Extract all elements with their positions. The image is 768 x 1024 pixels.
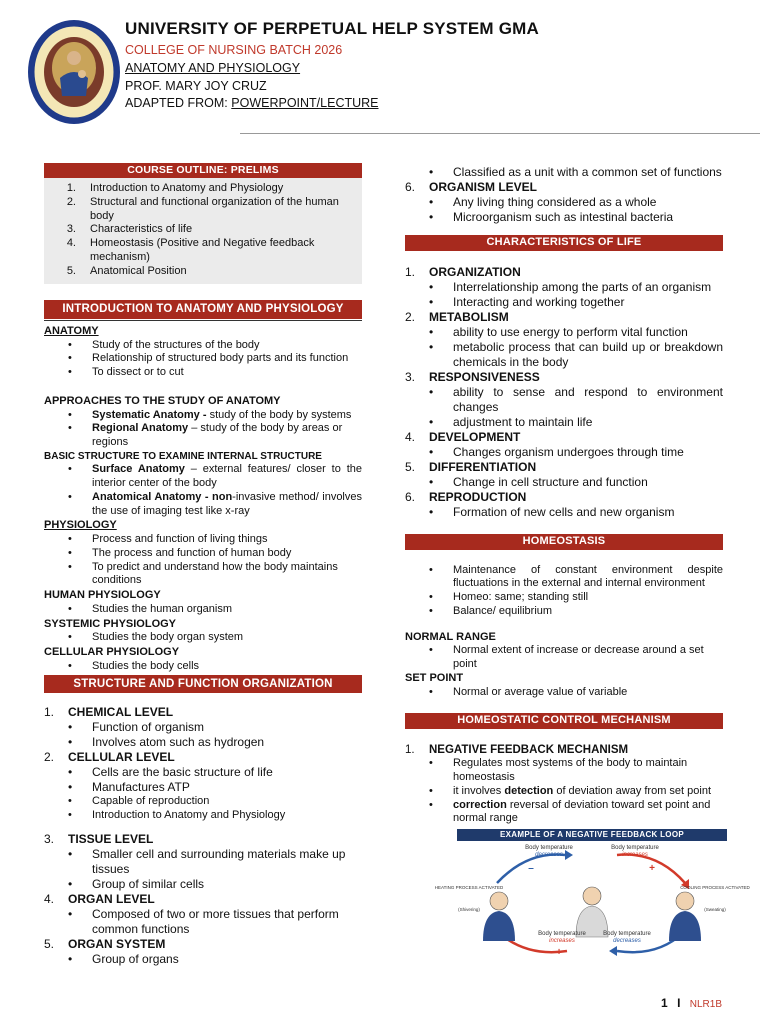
list-item: • Anatomical Anatomy - non-invasive method/ involves the use of imaging test like x-ray <box>44 491 362 519</box>
list-item: • Any living thing considered as a whole <box>405 195 723 210</box>
list-item: • Normal or average value of variable <box>405 686 723 700</box>
normal-range-heading: NORMAL RANGE <box>405 630 496 643</box>
list-item: • it involves detection of deviation away from set point <box>405 785 723 799</box>
outline-title: COURSE OUTLINE: PRELIMS <box>44 163 362 178</box>
minus-sign-icon: – <box>626 947 632 958</box>
college-name: COLLEGE OF NURSING BATCH 2026 <box>125 43 343 58</box>
organization-level: 2. CELLULAR LEVEL <box>44 749 175 764</box>
minus-sign-icon: – <box>528 863 534 874</box>
organization-level: 3. TISSUE LEVEL <box>44 832 154 847</box>
outline-item: 4. Homeostasis (Positive and Negative feedback mechanism) <box>66 237 315 263</box>
list-item: • Function of organism <box>44 720 362 735</box>
shivering-person-icon <box>483 892 515 941</box>
list-item: • The process and function of human body <box>44 547 362 561</box>
cooling-sub-label: (Sweating) <box>704 907 726 912</box>
cellular-physiology-heading: CELLULAR PHYSIOLOGY <box>44 646 180 658</box>
approaches-heading: APPROACHES TO THE STUDY OF ANATOMY <box>44 394 281 407</box>
physiology-heading: PHYSIOLOGY <box>44 519 117 532</box>
list-item: • adjustment to maintain life <box>405 415 723 430</box>
page-header <box>22 12 768 132</box>
footer-separator: I <box>677 996 681 1010</box>
list-item: • Group of organs <box>44 952 362 967</box>
list-item: • Systematic Anatomy - study of the body by systems <box>44 409 362 423</box>
page-footer <box>661 996 722 1012</box>
cooling-label: COOLING PROCESS ACTIVATED <box>680 885 750 890</box>
list-item: • To predict and understand how the body maintains conditions <box>44 561 362 589</box>
list-item: • Studies the body organ system <box>44 631 362 645</box>
subject-name: ANATOMY AND PHYSIOLOGY <box>125 60 301 75</box>
list-item: • Cells are the basic structure of life <box>44 765 362 780</box>
top-right-label: Body temperature <box>611 845 659 851</box>
right-column <box>405 165 723 826</box>
outline-item: 2. Structural and functional organization of the human body <box>66 195 339 222</box>
bottom-left-label: Body temperature <box>538 931 586 937</box>
list-item: • Studies the body cells <box>44 660 362 674</box>
organization-level: 1. CHEMICAL LEVEL <box>44 704 174 719</box>
human-physiology-heading: HUMAN PHYSIOLOGY <box>44 589 161 601</box>
plus-sign-icon: + <box>556 947 562 958</box>
list-item: • To dissect or to cut <box>44 366 362 380</box>
list-item: • Process and function of living things <box>44 533 362 547</box>
list-item: • Introduction to Anatomy and Physiology <box>44 809 362 823</box>
list-item: • Involves atom such as hydrogen <box>44 735 362 750</box>
characteristic-item: 6. REPRODUCTION <box>405 489 527 504</box>
characteristic-item: 3. RESPONSIVENESS <box>405 369 540 384</box>
list-item: • Normal extent of increase or decrease around a set point <box>405 644 723 672</box>
list-item: • Study of the structures of the body <box>44 339 362 353</box>
list-item: • Homeo: same; standing still <box>405 591 723 605</box>
list-item: • Relationship of structured body parts and its function <box>44 352 362 366</box>
homeostasis-title: HOMEOSTASIS <box>405 534 723 550</box>
systemic-physiology-heading: SYSTEMIC PHYSIOLOGY <box>44 617 177 630</box>
list-item: • Capable of reproduction <box>44 795 362 809</box>
organization-level: 4. ORGAN LEVEL <box>44 892 155 907</box>
list-item: • Studies the human organism <box>44 603 362 617</box>
outline-item: 1. Introduction to Anatomy and Physiology <box>66 182 284 195</box>
left-column <box>44 163 362 967</box>
university-seal-logo <box>26 18 122 126</box>
university-name: UNIVERSITY OF PERPETUAL HELP SYSTEM GMA <box>125 19 539 38</box>
intro-title: INTRODUCTION TO ANATOMY AND PHYSIOLOGY <box>44 300 362 318</box>
course-outline <box>44 178 362 284</box>
list-item: • Group of similar cells <box>44 877 362 892</box>
list-item: • metabolic process that can build up or breakdown chemicals in the body <box>405 340 723 370</box>
organization-level: 5. ORGAN SYSTEM <box>44 937 166 952</box>
heating-label: HEATING PROCESS ACTIVATED <box>434 885 504 890</box>
list-item: • Regional Anatomy – study of the body by areas or regions <box>44 422 362 450</box>
list-item: • Maintenance of constant environment despite fluctuations in the external and internal environment <box>405 564 723 592</box>
section-code: NLR1B <box>689 999 722 1010</box>
list-item: • Classified as a unit with a common set of functions <box>405 165 723 180</box>
set-point-heading: SET POINT <box>405 671 464 684</box>
list-item: • ability to sense and respond to environment changes <box>405 385 723 415</box>
list-item: • correction reversal of deviation toward set point and normal range <box>405 799 723 827</box>
list-item: • ability to use energy to perform vital function <box>405 325 723 340</box>
professor-name: PROF. MARY JOY CRUZ <box>125 78 267 93</box>
basic-structure-heading: BASIC STRUCTURE TO EXAMINE INTERNAL STRUCTURE <box>44 450 322 462</box>
sweating-person-icon <box>669 892 701 941</box>
characteristic-item: 5. DIFFERENTIATION <box>405 459 537 474</box>
outline-item: 5. Anatomical Position <box>66 264 187 277</box>
characteristics-title: CHARACTERISTICS OF LIFE <box>405 235 723 251</box>
page-number: 1 <box>661 996 668 1010</box>
negative-feedback-heading: 1. NEGATIVE FEEDBACK MECHANISM <box>405 744 629 756</box>
top-left-state: decreases <box>535 852 563 858</box>
header-divider <box>240 133 760 134</box>
list-item: • Manufactures ATP <box>44 780 362 795</box>
list-item: • Changes organism undergoes through time <box>405 445 723 460</box>
characteristic-item: 4. DEVELOPMENT <box>405 429 521 444</box>
feedback-loop-diagram <box>434 841 750 959</box>
control-mechanism-title: HOMEOSTATIC CONTROL MECHANISM <box>405 713 723 729</box>
list-item: • Interacting and working together <box>405 295 723 310</box>
figure-title: EXAMPLE OF A NEGATIVE FEEDBACK LOOP <box>457 829 727 841</box>
characteristic-item: 1. ORGANIZATION <box>405 264 521 279</box>
organism-level: 6. ORGANISM LEVEL <box>405 180 538 194</box>
list-item: • Interrelationship among the parts of an organism <box>405 280 723 295</box>
bottom-right-state: decreases <box>613 938 641 944</box>
adapted-from: ADAPTED FROM: POWERPOINT/LECTURE <box>125 96 379 111</box>
negative-feedback-figure <box>434 829 750 959</box>
list-item: • Microorganism such as intestinal bacteria <box>405 210 723 225</box>
bottom-left-state: increases <box>549 938 575 944</box>
bottom-right-label: Body temperature <box>603 931 651 937</box>
list-item: • Balance/ equilibrium <box>405 605 723 619</box>
structure-title: STRUCTURE AND FUNCTION ORGANIZATION <box>44 675 362 693</box>
plus-sign-icon: + <box>649 863 655 874</box>
heating-sub-label: (Shivering) <box>458 907 480 912</box>
top-right-state: increases <box>622 852 648 858</box>
outline-item: 3. Characteristics of life <box>66 223 193 236</box>
list-item: • Smaller cell and surrounding materials make up tissues <box>44 847 362 877</box>
list-item: • Composed of two or more tissues that perform common functions <box>44 907 362 937</box>
list-item: • Surface Anatomy – external features/ closer to the interior center of the body <box>44 463 362 491</box>
characteristic-item: 2. METABOLISM <box>405 309 509 324</box>
anatomy-heading: ANATOMY <box>44 324 99 337</box>
list-item: • Formation of new cells and new organism <box>405 505 723 520</box>
list-item: • Regulates most systems of the body to maintain homeostasis <box>405 757 723 785</box>
top-left-label: Body temperature <box>525 845 573 851</box>
list-item: • Change in cell structure and function <box>405 475 723 490</box>
neutral-person-icon <box>576 887 608 937</box>
